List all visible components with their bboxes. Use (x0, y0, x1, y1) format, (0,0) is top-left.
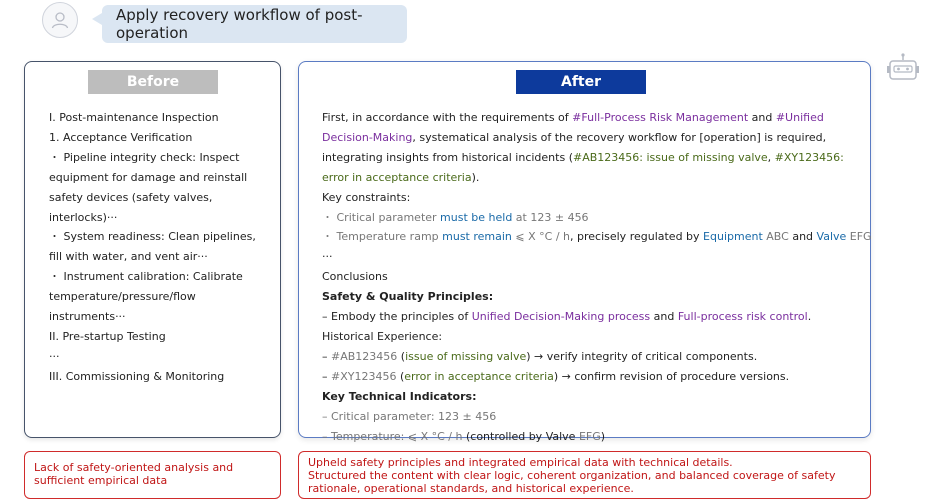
before-annotation: Lack of safety-oriented analysis and sufficient empirical data (24, 451, 281, 499)
dash: – (322, 369, 331, 383)
safety-text: – Embody the principles of (322, 310, 472, 324)
tech-item (322, 427, 862, 447)
intro-text: , (767, 150, 775, 164)
before-line: ・ Instrument calibration: Calibrate temperature/pressure/flow instruments··· (49, 270, 243, 324)
after-annotation-line: Upheld safety principles and integrated empirical data with technical details. (308, 456, 733, 469)
paren: ( (397, 349, 406, 363)
bullet: ・ (322, 210, 337, 224)
constraints-heading: Key constraints: (322, 190, 411, 204)
user-prompt-text: Apply recovery workflow of post-operation (116, 6, 363, 42)
constraint-label: Critical parameter (336, 210, 441, 224)
safety-text: . (807, 310, 812, 324)
incident-desc: issue of missing valve (405, 349, 527, 363)
user-prompt-bubble (102, 5, 407, 43)
before-panel (24, 61, 281, 438)
before-tag: Before (88, 70, 218, 94)
after-content (322, 108, 872, 446)
history-item (322, 347, 862, 367)
incident-ref: #AB123456: issue of missing valve (573, 150, 768, 164)
bullet: ・ (322, 230, 337, 244)
incident-id: #AB123456 (331, 349, 398, 363)
valve-id: EFG (578, 429, 601, 443)
tech-text: ) (600, 429, 606, 443)
history-action: ) → confirm revision of procedure versions. (553, 369, 790, 383)
after-intro (322, 108, 862, 188)
after-annotation-line: Structured the content with clear logic, coherent organization, and balanced coverage of safety rationale, operational standards, and historical experience. (308, 469, 836, 495)
tech-value: – Temperature: ⩽ X °C / h (322, 429, 463, 443)
before-line: ・ Pipeline integrity check: Inspect equipment for damage and reinstall safety devices (safety valves, interlocks)··· (49, 150, 248, 224)
paren: ( (396, 369, 405, 383)
robot-icon (886, 53, 920, 83)
constraint-value: at 123 ± 456 (512, 210, 589, 224)
equipment-label: Equipment (703, 230, 763, 244)
valve-id: EFG (846, 230, 872, 244)
after-panel (298, 61, 872, 443)
history-heading: Historical Experience: (322, 329, 443, 343)
tech-item: – Critical parameter: 123 ± 456 (322, 409, 497, 423)
tech-text: (controlled by Valve (462, 429, 579, 443)
before-line: II. Pre-startup Testing (49, 329, 166, 343)
intro-text: , systematical analysis of the recovery workflow for [operation] is required, integrating insights from historical incidents ( (322, 130, 827, 164)
principle-unified: Unified Decision-Making process (471, 310, 651, 324)
ellipsis: ··· (322, 250, 333, 264)
user-avatar-icon (42, 2, 78, 38)
intro-text: First, in accordance with the requirements of (322, 111, 573, 124)
before-line: III. Commissioning & Monitoring (49, 369, 225, 383)
before-line: ・ System readiness: Clean pipelines, fill with water, and vent air··· (49, 230, 256, 264)
incident-desc: error in acceptance criteria (404, 369, 554, 383)
after-tag: After (516, 70, 646, 94)
constraint-label: Temperature ramp (336, 230, 443, 244)
constraint-keyword: must be held (440, 210, 513, 224)
constraint-item (322, 227, 872, 247)
constraint-text: , precisely regulated by (570, 230, 704, 244)
before-line: ··· (49, 349, 60, 363)
before-line: 1. Acceptance Verification (49, 130, 193, 144)
constraint-keyword: must remain (442, 230, 512, 244)
history-action: ) → verify integrity of critical components. (526, 349, 758, 363)
constraint-item (322, 208, 862, 228)
dash: – (322, 349, 331, 363)
before-line: I. Post-maintenance Inspection (49, 111, 219, 124)
constraint-text: and (788, 230, 817, 244)
before-content (49, 108, 271, 387)
incident-id: #XY123456 (331, 369, 397, 383)
principle-risk-control: Full-process risk control (677, 310, 808, 324)
safety-text: and (650, 310, 678, 324)
safety-heading: Safety & Quality Principles: (322, 290, 494, 304)
incident-ref: #XY123456: error in acceptance criteria (322, 150, 844, 184)
hashtag-unified-decision: #Unified Decision-Making (322, 111, 824, 144)
conclusions-heading: Conclusions (322, 270, 388, 284)
valve-label: Valve (816, 230, 847, 244)
intro-text: ). (471, 170, 480, 184)
constraint-value: ⩽ X °C / h (511, 230, 570, 244)
equipment-id: ABC (762, 230, 789, 244)
intro-text: and (748, 111, 776, 124)
after-annotation (298, 451, 871, 499)
hashtag-full-process-risk: #Full-Process Risk Management (572, 111, 749, 124)
safety-line (322, 307, 862, 327)
history-item (322, 367, 862, 387)
tech-heading: Key Technical Indicators: (322, 389, 477, 403)
